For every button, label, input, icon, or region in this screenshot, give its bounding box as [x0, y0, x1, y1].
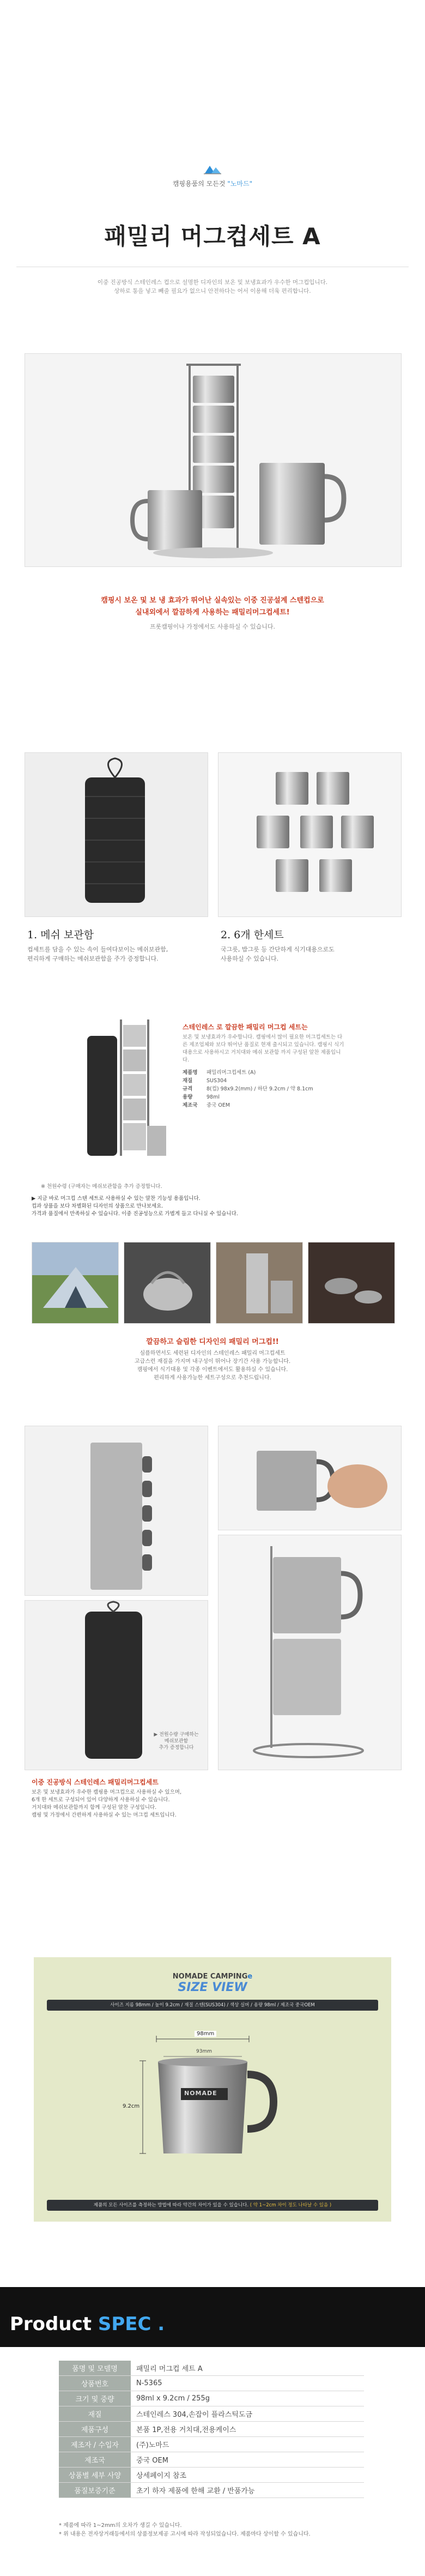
feature-mesh-bag	[27, 927, 202, 963]
info-value: 98ml	[207, 1094, 220, 1100]
size-brand	[34, 1972, 391, 1981]
spec-row	[59, 2376, 364, 2391]
brand-tag: e	[247, 1972, 253, 1981]
spec-value: (주)노마드	[131, 2437, 364, 2452]
info-row	[183, 1069, 346, 1077]
tent-logo-icon	[203, 164, 222, 174]
stand-mugs-photo	[218, 1535, 402, 1770]
info-value: 패밀리머그컵세트 (A)	[207, 1070, 256, 1076]
footer-note: 제품의 모든 사이즈를 측정하는 방법에 따라 약간의 차이가 있을 수 있습니다.	[93, 2203, 249, 2208]
gallery-line: 캠핑 및 가정에서 간편하게 사용하실 수 있는 머그컵 세트입니다.	[32, 1812, 177, 1818]
product-info-caption: ※ 천원수령 (구매자는 메쉬보관함을 추가 증정합니다.	[41, 1184, 162, 1190]
spec-key: 크기 및 중량	[59, 2391, 131, 2406]
spec-value: 중국 OEM	[131, 2452, 364, 2468]
spec-value: 98ml x 9.2cm / 255g	[131, 2391, 364, 2406]
spec-key: 제품구성	[59, 2422, 131, 2437]
size-footer-note	[47, 2200, 378, 2211]
note-line: 가격과 품질에서 만족하실 수 있습니다. 이중 진공성능으로 가볍게 들고 다니실 수 있습니다.	[32, 1211, 238, 1217]
hero-product-image	[25, 353, 402, 567]
feature-desc-line: 국그릇, 밥그릇 등 간단하게 식기대용으로도	[221, 946, 335, 953]
dim-inner-label: 93mm	[196, 2049, 212, 2054]
spec-row	[59, 2437, 364, 2452]
small-note-line: 추가 증정합니다	[159, 1745, 194, 1751]
hand-mug-illustration	[218, 1426, 401, 1530]
gallery-heading: 이중 진공방식 스테인레스 패밀리머그컵세트	[32, 1778, 159, 1786]
product-spec-title	[10, 2313, 165, 2335]
mesh-bag-image	[25, 752, 208, 917]
page-title: 패밀리 머그컵세트 A	[104, 223, 321, 250]
feature-title: 1. 메쉬 보관함	[27, 929, 94, 941]
promo-heading: 깔끔하고 슬림한 디자인의 패밀리 머그컵!!	[146, 1338, 279, 1346]
promo-line: 심플하면서도 세련된 디자인의 스테인레스 패밀리 머그컵세트	[139, 1350, 286, 1356]
gallery-line: 거치대와 메쉬보관함까지 함께 구성된 알찬 구성입니다.	[32, 1805, 157, 1811]
feature-desc-line: 컵세트를 담을 수 있는 속이 들여다보이는 메쉬보관함,	[27, 946, 168, 953]
spec-value: N-5365	[131, 2376, 364, 2391]
product-info-rows	[183, 1069, 346, 1109]
info-value: SUS304	[207, 1078, 227, 1084]
gallery-line: 보온 및 보냉효과가 우수한 캠핑용 머그컵으로 사용하실 수 있으며,	[32, 1789, 181, 1795]
info-key: 제품명	[183, 1070, 198, 1076]
small-note-line: ▶ 전원수량 구매하는	[154, 1732, 199, 1738]
tagline-prefix: 캠핑용품의 모든것	[172, 180, 226, 188]
spec-key: 제조자 / 수입자	[59, 2437, 131, 2452]
feature-title: 2. 6개 한세트	[221, 929, 284, 941]
info-value: 중국 OEM	[207, 1102, 230, 1108]
spec-note: * 위 내용은 전자상거래등에서의 상품정보제공 고시에 따라 작성되었습니다. 제품마다 상이할 수 있습니다.	[59, 2531, 311, 2537]
feature-six-set	[221, 927, 395, 963]
stacked-mugs-photo	[25, 1426, 208, 1596]
brand-header	[0, 0, 425, 295]
footer-note-accent: ( 약 1~2cm 차이 정도 나타날 수 있음 )	[250, 2203, 332, 2208]
kettle-illustration	[124, 1242, 210, 1323]
info-row	[183, 1101, 346, 1109]
spec-value: 본품 1P,전용 거치대,전용케이스	[131, 2422, 364, 2437]
spec-value: 패밀리 머그컵 세트 A	[131, 2361, 364, 2376]
info-key: 용량	[183, 1094, 193, 1100]
mesh-case-photo	[25, 1600, 208, 1770]
hero-caption-line: 캠핑시 보온 및 보 냉 효과가 뛰어난 실속있는 이중 진공설계 스텐컵으로	[101, 596, 324, 605]
spec-value: 스테인레스 304,손잡이 플라스틱도금	[131, 2406, 364, 2422]
product-info-heading: 스테인레스 로 깔끔한 패밀리 머그컵 세트는	[183, 1023, 308, 1031]
hero-caption	[0, 594, 425, 631]
info-key: 규격	[183, 1086, 193, 1092]
info-row	[183, 1093, 346, 1101]
note-line: ▶ 지금 바로 머그컵 스텐 세트로 사용하실 수 있는 알찬 기능성 용품입니다.	[32, 1196, 201, 1202]
size-view-section	[34, 1957, 391, 2222]
mug-brand-label: NOMADE	[184, 2090, 217, 2097]
info-row	[183, 1085, 346, 1093]
mesh-bag-illustration	[25, 753, 208, 916]
spec-key: 제조국	[59, 2452, 131, 2468]
small-note-line: 메쉬보관함	[164, 1739, 189, 1744]
info-row	[183, 1077, 346, 1085]
info-key: 제조국	[183, 1102, 198, 1108]
product-set-illustration	[82, 1014, 169, 1178]
cooking-photo	[308, 1242, 395, 1324]
tagline	[0, 179, 425, 188]
spec-row	[59, 2483, 364, 2498]
intro-text	[0, 278, 425, 295]
six-mugs-image	[218, 752, 402, 917]
size-spec-strip: 사이즈 지름 98mm / 높이 9.2cm / 재질 스텐(SUS304) / 색상 실버 / 용량 98ml / 제조국 중국OEM	[47, 2000, 378, 2011]
spec-table	[59, 2361, 364, 2498]
intro-line: 상하로 통을 넣고 빼줄 필요가 없으니 안전하다는 어서 이용해 더욱 편리합니다.	[114, 288, 311, 294]
spec-row	[59, 2422, 364, 2437]
promo-section	[0, 1336, 425, 1382]
promo-line: 고급스런 재질을 가지며 내구성이 뛰어나 장기간 사용 가능합니다.	[134, 1359, 291, 1365]
gallery-small-note	[148, 1732, 205, 1751]
stand-mugs-illustration	[218, 1535, 401, 1770]
promo-line: 편리하게 사용가능한 세트구성으로 추천드립니다.	[154, 1375, 271, 1381]
spec-title-a: Product	[10, 2313, 92, 2335]
promo-line: 캠핑에서 식기대용 및 각종 이벤트에서도 활용하실 수 있습니다.	[137, 1367, 288, 1373]
spec-note: * 제품에 따라 1~2mm의 오차가 생길 수 있습니다.	[59, 2523, 182, 2529]
spec-row	[59, 2406, 364, 2422]
camping-tent-photo	[32, 1242, 119, 1324]
gallery-line: 6개 한 세트로 구성되어 있어 다양하게 사용하실 수 있습니다.	[32, 1797, 170, 1803]
cups-table-photo	[216, 1242, 303, 1324]
spec-value: 초기 하자 제품에 한해 교환 / 반품가능	[131, 2483, 364, 2498]
stacked-mugs-illustration	[25, 1426, 208, 1595]
dim-height-label: 9.2cm	[123, 2103, 140, 2109]
tagline-brand: "노마드"	[227, 180, 253, 188]
product-info	[183, 1022, 346, 1109]
cups-table-illustration	[216, 1242, 302, 1323]
note-line: 컵과 상품을 보다 차별화된 디자인의 상품으로 만나보세요.	[32, 1203, 163, 1209]
mug-stand-illustration	[25, 354, 401, 566]
spec-notes	[59, 2521, 386, 2539]
product-info-notes	[32, 1195, 402, 1218]
gallery-caption	[32, 1777, 391, 1819]
info-value: 8(컵) 98x9.2(mm) / 하단 9.2cm / 약 8.1cm	[207, 1086, 313, 1092]
cooking-illustration	[308, 1242, 394, 1323]
spec-row	[59, 2361, 364, 2376]
dim-diameter-label: 98mm	[195, 2031, 216, 2037]
kettle-photo	[124, 1242, 211, 1324]
hand-mug-photo	[218, 1426, 402, 1530]
intro-line: 이중 진공방식 스테인레스 컵으로 설명한 디자인의 보온 및 보냉효과가 우수한 머그컵입니다.	[97, 279, 328, 286]
mug-dimension-diagram	[34, 2023, 391, 2208]
spec-key: 상품번호	[59, 2376, 131, 2391]
tent-photo-illustration	[32, 1242, 118, 1323]
feature-desc-line: 사용하실 수 있습니다.	[221, 955, 279, 962]
brand-name: NOMADE CAMPING	[172, 1972, 248, 1981]
spec-key: 품질보증기준	[59, 2483, 131, 2498]
hero-caption-subline: 프롯캠핑이나 가정에서도 사용하실 수 있습니다.	[149, 623, 275, 630]
spec-row	[59, 2452, 364, 2468]
size-view-title: SIZE VIEW	[178, 1981, 247, 1994]
spec-row	[59, 2468, 364, 2483]
spec-key: 상품별 세부 사양	[59, 2468, 131, 2483]
six-mugs-illustration	[218, 753, 401, 916]
feature-desc-line: 편리하게 구매하는 메쉬보관함을 주가 증정합니다.	[27, 955, 159, 962]
info-key: 재질	[183, 1078, 193, 1084]
spec-value: 상세페이지 참조	[131, 2468, 364, 2483]
hero-caption-line: 실내외에서 깔끔하게 사용하는 패밀리머그컵세트!	[135, 608, 290, 617]
spec-row	[59, 2391, 364, 2406]
spec-title-b: SPEC .	[98, 2313, 165, 2335]
product-info-body: 보온 및 보냉효과가 우수합니다. 캠핑에서 많이 필요한 머그컵세트는 다른 제조업체와 보다 뛰어난 품질로 현재 출시되고 있습니다. 캠핑시 식기대용으로 사용하시고 거치대와 메쉬 보관함 까지 구성된 알찬 제품입니다.	[183, 1034, 344, 1063]
product-set-image	[82, 1014, 169, 1178]
spec-key: 재질	[59, 2406, 131, 2422]
spec-key: 품명 및 모델명	[59, 2361, 131, 2376]
